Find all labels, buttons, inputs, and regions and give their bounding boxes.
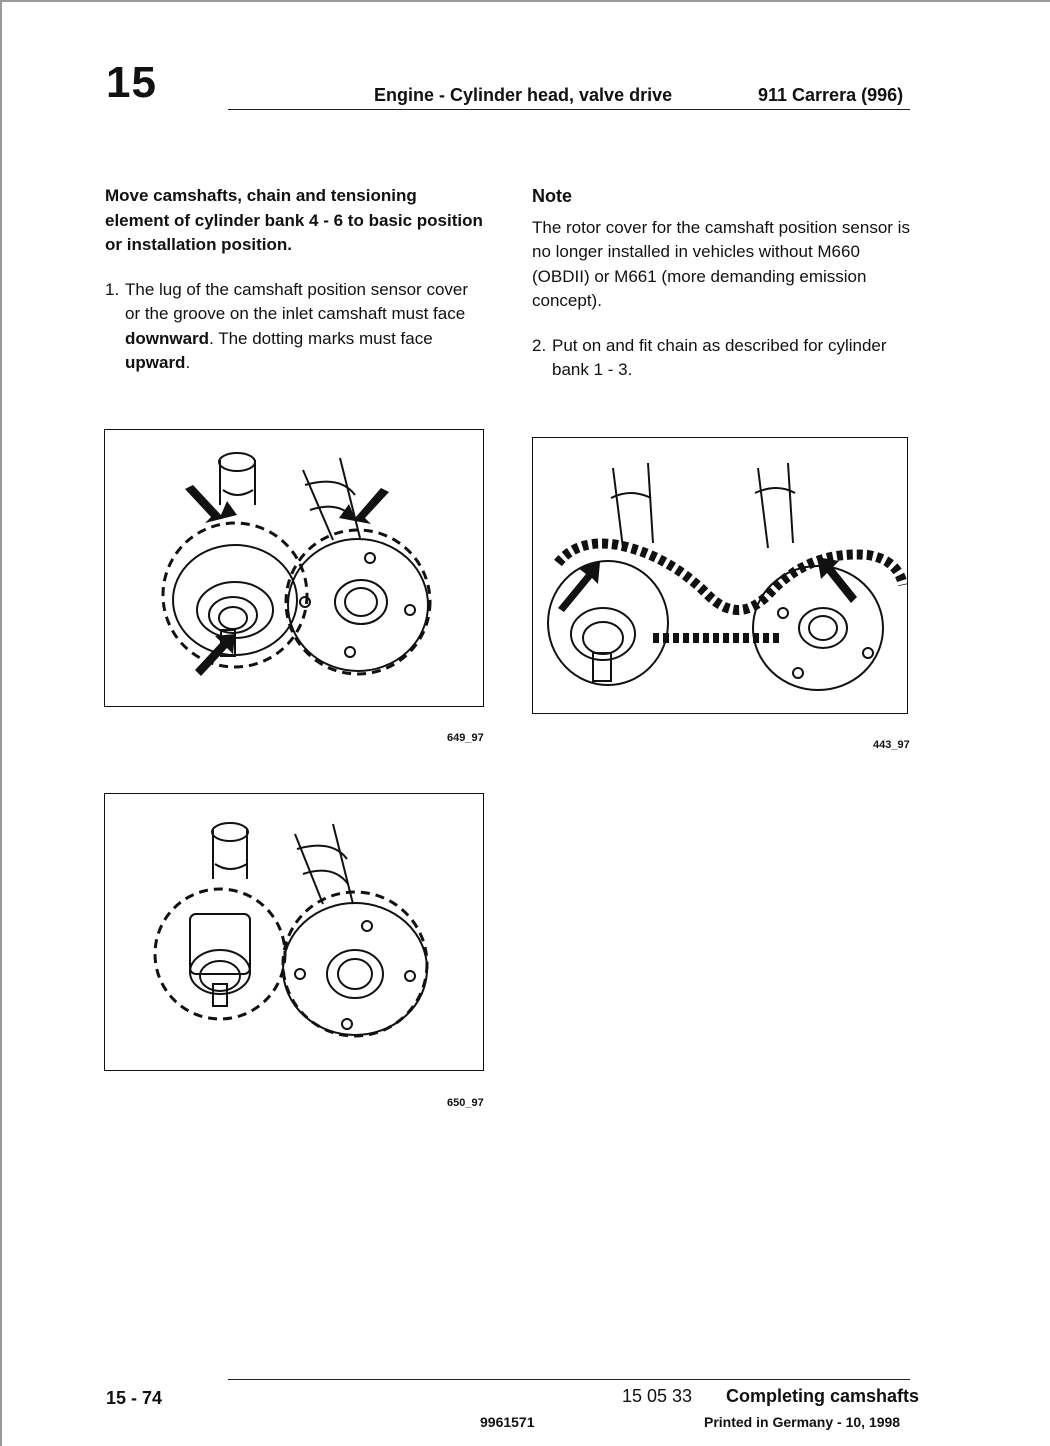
step-2-number: 2. bbox=[532, 335, 547, 355]
step-1-bold-downward: downward bbox=[125, 328, 210, 348]
section-code: 15 05 33 bbox=[622, 1386, 693, 1406]
figure-649-97 bbox=[104, 429, 484, 707]
step-1-bold-upward: upward bbox=[125, 353, 186, 372]
figure-443-97 bbox=[532, 437, 908, 714]
step-1-text-b: . The dotting marks must face bbox=[209, 328, 433, 348]
step-1-number: 1. bbox=[105, 279, 120, 299]
procedure-heading: Move camshafts, chain and tensioning element of cylinder bank 4 - 6 to basic position or installation position. bbox=[105, 186, 483, 254]
step-list bbox=[105, 278, 485, 376]
chapter-number: 15 bbox=[106, 58, 157, 107]
header-model: 911 Carrera (996) bbox=[758, 85, 904, 105]
left-column bbox=[105, 184, 485, 376]
step-2 bbox=[532, 334, 910, 383]
step-list-right bbox=[532, 334, 910, 383]
header-title: Engine - Cylinder head, valve drive bbox=[374, 85, 673, 105]
header-rule bbox=[228, 109, 910, 110]
printed-note: Printed in Germany - 10, 1998 bbox=[704, 1414, 901, 1430]
document-number: 9961571 bbox=[480, 1414, 535, 1430]
section-title: Completing camshafts bbox=[726, 1386, 920, 1406]
camshaft-sprockets-illustration bbox=[105, 794, 483, 1070]
note-title: Note bbox=[532, 186, 572, 206]
figure-id-650: 650_97 bbox=[447, 1097, 484, 1109]
step-1 bbox=[105, 278, 485, 376]
page-number: 15 - 74 bbox=[106, 1388, 163, 1408]
step-1-text-a: The lug of the camshaft position sensor cover or the groove on the inlet camshaft must face bbox=[125, 279, 469, 323]
note-text: The rotor cover for the camshaft position sensor is no longer installed in vehicles without M660 (OBDII) or M661 (more demanding emission concept). bbox=[532, 217, 910, 310]
step-1-text-c: . bbox=[185, 353, 191, 372]
right-column bbox=[532, 184, 910, 383]
figure-id-443: 443_97 bbox=[873, 739, 910, 751]
step-2-text: Put on and fit chain as described for cylinder bank 1 - 3. bbox=[552, 335, 887, 379]
footer-rule bbox=[228, 1379, 910, 1380]
figure-650-97 bbox=[104, 793, 484, 1071]
figure-id-649: 649_97 bbox=[447, 732, 484, 744]
camshaft-sprockets-arrows-illustration bbox=[105, 430, 483, 706]
camshaft-chain-arrows-illustration bbox=[533, 438, 907, 713]
